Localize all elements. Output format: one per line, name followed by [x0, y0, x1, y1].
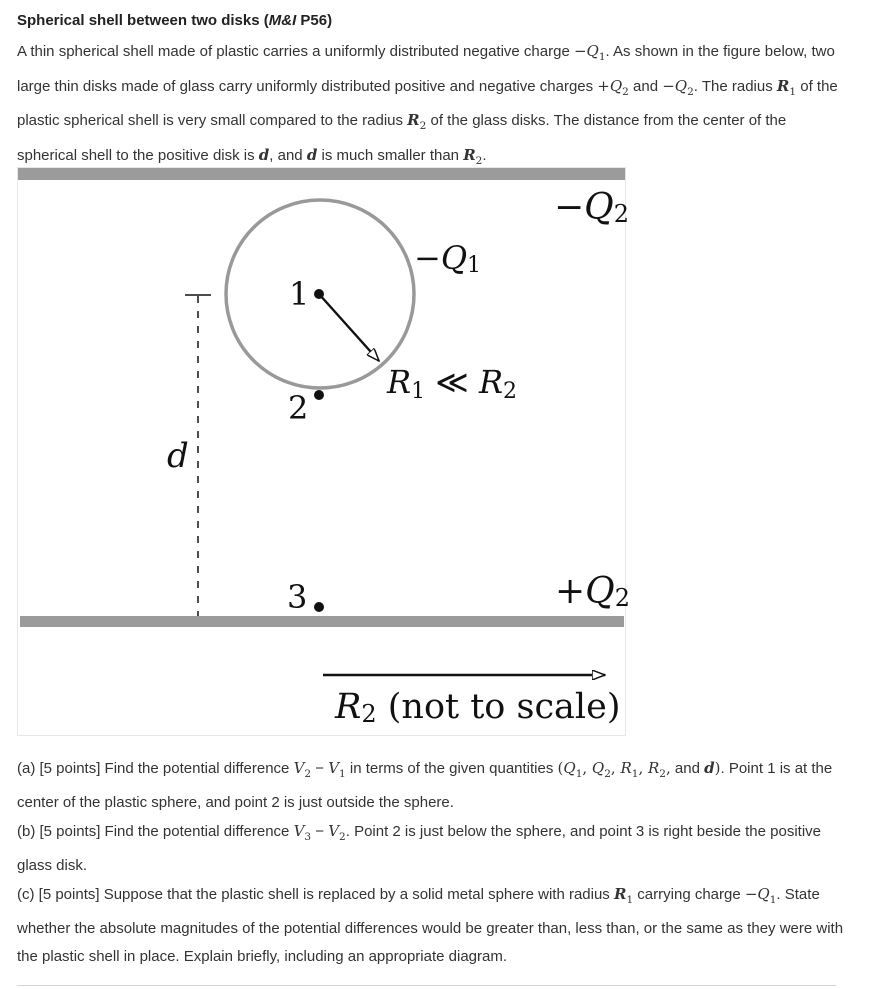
figure-frame [18, 168, 626, 736]
negative-disk [18, 168, 625, 180]
point-3-dot [314, 602, 324, 612]
figure-svg [17, 167, 630, 736]
part-c: (c) [5 points] Suppose that the plastic shell is replaced by a solid metal sphere with radius $R_1$ carrying charge $-Q_1$. State whether the absolute magnitudes of the potential differences would be greater than, less than, or the same as they were with the plastic shell in place. Explain briefly, including an appropriate diagram. [17, 885, 844, 965]
shell-label: −Q1 [414, 239, 482, 278]
point-3-label: 3 [287, 578, 308, 616]
point-2-label: 2 [288, 389, 309, 427]
neg-disk-label: −Q2 [554, 187, 629, 228]
questions [17, 754, 847, 972]
scale-label: R2 (not to scale) [335, 687, 621, 728]
disks-figure [17, 167, 630, 736]
positive-disk [20, 616, 624, 627]
problem-title [17, 12, 332, 29]
part-a: (a) [5 points] Find the potential difference $V_2 - V_1$ in terms of the given quantities ($Q_1$, $Q_2$, $R_1$, $R_2$, and d). Point 1 is at the center of the plastic sphere, and point 2 is just outside the sphere. [17, 759, 833, 811]
title-tail: P56) [296, 12, 333, 29]
point-2-dot [314, 390, 324, 400]
title-text: Spherical shell between two disks ( [17, 12, 269, 29]
ratio-label: R1 ≪ R2 [387, 363, 518, 404]
point-1-label: 1 [289, 275, 310, 313]
title-source: M&I [268, 12, 297, 29]
d-label: d [167, 436, 189, 476]
problem-intro: A thin spherical shell made of plastic carries a uniformly distributed negative charge $-Q_1$. As shown in the figure below, two large thin disks made of glass carry uniformly distributed positive and negative charges $+Q_2$ and $-Q_2$. The radius $R_1$ of the plastic spherical shell is very small compared to the radius $R_2$ of the glass disks. The distance from the center of the spherical shell to the positive disk is d, and d is much smaller than $R_2$. [17, 42, 838, 167]
part-b: (b) [5 points] Find the potential difference $V_3 - V_2$. Point 2 is just below the sphere, and point 3 is right beside the positive glass disk. [17, 822, 822, 874]
bottom-divider [17, 985, 836, 986]
pos-disk-label: +Q2 [555, 571, 630, 612]
point-1-dot [314, 289, 324, 299]
